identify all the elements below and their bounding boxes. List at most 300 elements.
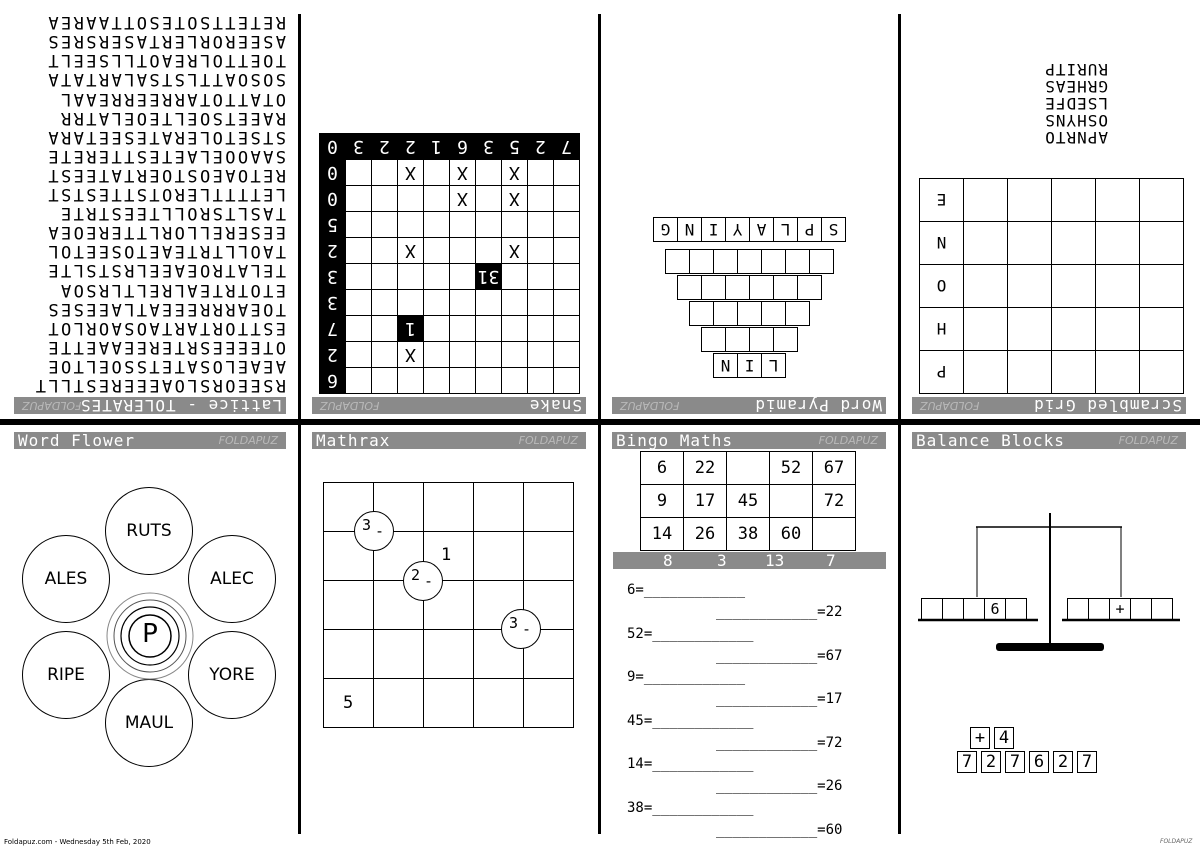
grid-row [320, 134, 580, 160]
equation-right [716, 822, 842, 838]
equation-left [627, 713, 753, 729]
snake-cell [476, 186, 502, 212]
number-tiles [957, 751, 1097, 773]
lattice-row: RAEETSOELTEOELATRR [58, 107, 286, 128]
footer-text: Foldapuz.com - Wednesday 5th Feb, 2020 [4, 838, 151, 846]
grid-row [320, 186, 580, 212]
pyramid-cell [785, 301, 810, 326]
snake-cell [528, 160, 554, 186]
snake-cell [398, 212, 424, 238]
section-title: Snake [528, 396, 582, 415]
scrambled-cell [1008, 265, 1052, 308]
scrambled-cell [964, 222, 1008, 265]
lattice-panel [14, 14, 286, 414]
lattice-row: RETETTSOTESOTTAAREA [45, 12, 286, 33]
grid-row [320, 238, 580, 264]
word-pyramid-panel [612, 14, 886, 414]
block-cell [1130, 598, 1152, 620]
pyramid-cell [725, 275, 750, 300]
pyramid-cell [677, 275, 702, 300]
circle-number: 3 [509, 614, 519, 632]
scrambled-word: APNRTO [1044, 128, 1108, 147]
snake-cell [424, 160, 450, 186]
snake-cell: X [398, 160, 424, 186]
petal: YORE [188, 631, 276, 719]
scrambled-cell [1096, 179, 1140, 222]
equation-value: 38= [627, 799, 653, 816]
grid-row [641, 485, 856, 518]
grid-row [920, 265, 1184, 308]
answer-blank: ____________ [652, 625, 754, 642]
pyramid-cell [713, 301, 738, 326]
snake-cell [398, 290, 424, 316]
scrambled-cell [1008, 308, 1052, 351]
snake-cell [450, 342, 476, 368]
snake-cell [424, 186, 450, 212]
bingo-cell: 26 [684, 518, 727, 551]
footer-logo: FOLDAPUZ [1160, 838, 1193, 845]
snake-cell: X [398, 342, 424, 368]
pyramid-cell [701, 327, 726, 352]
snake-cell [346, 160, 372, 186]
pyramid-cell: A [749, 217, 774, 242]
lattice-row: TELATROEAEELRSTSLTE [45, 260, 286, 281]
bingo-cell [813, 518, 856, 551]
snake-cell [372, 238, 398, 264]
grid-row [920, 222, 1184, 265]
pyramid-cell [737, 249, 762, 274]
equation-value: 52= [627, 625, 653, 642]
scrambled-cell [964, 308, 1008, 351]
grid-row [920, 351, 1184, 394]
grid-row [320, 342, 580, 368]
snake-cell: X [502, 186, 528, 212]
section-bar [312, 432, 586, 449]
block-cell [1088, 598, 1110, 620]
grid-row [641, 452, 856, 485]
snake-cell [424, 368, 450, 394]
snake-cell: 5 [502, 134, 528, 160]
snake-cell [450, 368, 476, 394]
snake-cell [476, 290, 502, 316]
pyramid-cell [809, 249, 834, 274]
brand-logo: FOLDAPUZ [620, 399, 680, 412]
pyramid-cell [773, 275, 798, 300]
snake-cell: X [502, 160, 528, 186]
pyramid-cell [797, 275, 822, 300]
answer-blank: ____________ [716, 691, 818, 707]
section-bar [912, 397, 1186, 414]
scrambled-cell [1140, 351, 1184, 394]
snake-cell [554, 342, 580, 368]
equation-value: 14= [627, 756, 653, 772]
scrambled-word: OSHYNS [1044, 111, 1108, 130]
pyramid-row [689, 301, 809, 326]
snake-cell [398, 264, 424, 290]
brand-logo: FOLDAPUZ [818, 434, 878, 447]
snake-cell: 2 [320, 342, 346, 368]
snake-cell: 1 [398, 316, 424, 342]
snake-cell [346, 186, 372, 212]
circle-operator: - [424, 572, 434, 590]
snake-cell [554, 160, 580, 186]
pyramid-cell [737, 301, 762, 326]
snake-cell [346, 316, 372, 342]
answer-blank: ____________ [716, 734, 818, 751]
lattice-row: OTEEEESRTEREEAAETTE [45, 336, 286, 357]
answer-blank: ____________ [643, 582, 746, 598]
mathrax-cell [524, 532, 574, 581]
lattice-grid [14, 12, 286, 394]
tile: 4 [994, 727, 1014, 749]
mathrax-clue: 5 [343, 693, 354, 713]
snake-cell [528, 290, 554, 316]
pyramid-cell [785, 249, 810, 274]
petal: MAUL [105, 679, 193, 767]
equation-value: =67 [817, 647, 843, 664]
scrambled-cell [1096, 222, 1140, 265]
snake-cell [502, 290, 528, 316]
grid-row [641, 518, 856, 551]
block-cell: + [1109, 598, 1131, 620]
snake-cell [424, 342, 450, 368]
scrambled-cell [1096, 351, 1140, 394]
petal: ALES [22, 535, 110, 623]
scrambled-cell: P [920, 351, 964, 394]
lattice-row: TAOLLTRTEAETOSEETOL [45, 241, 286, 262]
grid-row [320, 290, 580, 316]
bingo-cell [727, 452, 770, 485]
equation-right [716, 648, 842, 664]
equation-left [627, 582, 745, 598]
mathrax-cell [424, 483, 474, 532]
lattice-row: SAAOOELAETESTTERETE [45, 145, 286, 166]
snake-cell [476, 316, 502, 342]
scrambled-cell [1096, 265, 1140, 308]
pyramid-cell [665, 249, 690, 274]
bingo-cell: 17 [684, 485, 727, 518]
snake-cell [372, 342, 398, 368]
snake-cell [372, 160, 398, 186]
fold-line [0, 419, 1200, 425]
snake-cell [424, 212, 450, 238]
bingo-number: 3 [717, 551, 727, 570]
scrambled-cell [1140, 308, 1184, 351]
lattice-row: ASEERORLERTASERSRES [45, 31, 286, 52]
equation-right [716, 691, 842, 707]
bingo-cell: 72 [813, 485, 856, 518]
pyramid-cell [725, 327, 750, 352]
snake-cell: X [450, 160, 476, 186]
snake-cell [450, 316, 476, 342]
section-title: Word Pyramid [754, 396, 882, 415]
snake-cell [476, 342, 502, 368]
balance-scale [912, 505, 1186, 655]
equation-value: 45= [627, 712, 653, 729]
equation-value: =22 [817, 604, 843, 620]
equation-value: 6= [627, 582, 644, 598]
grid-row [920, 179, 1184, 222]
bingo-cell: 67 [813, 452, 856, 485]
snake-cell [476, 212, 502, 238]
pyramid-row [701, 327, 797, 352]
bingo-cell: 6 [641, 452, 684, 485]
circle-number: 3 [362, 516, 372, 534]
snake-cell: 2 [372, 134, 398, 160]
snake-cell [502, 316, 528, 342]
bingo-cell: 52 [770, 452, 813, 485]
tile: 7 [957, 751, 977, 773]
bingo-numbers-bar [613, 552, 886, 569]
snake-cell: X [398, 238, 424, 264]
pyramid-row [665, 249, 833, 274]
bingo-cell: 38 [727, 518, 770, 551]
snake-cell [554, 238, 580, 264]
snake-cell [346, 238, 372, 264]
snake-cell [554, 186, 580, 212]
equation-left [627, 626, 753, 642]
equation-left [627, 800, 753, 816]
equation-value: =17 [817, 691, 843, 707]
tile: + [970, 727, 990, 749]
pyramid-cell [761, 249, 786, 274]
snake-cell [346, 264, 372, 290]
mathrax-cell [474, 483, 524, 532]
brand-logo: FOLDAPUZ [320, 399, 380, 412]
block-cell: 6 [984, 598, 1006, 620]
scrambled-cell [1140, 265, 1184, 308]
snake-cell: 1 [424, 134, 450, 160]
snake-cell [424, 238, 450, 264]
pyramid-cell: N [677, 217, 702, 242]
snake-cell: 5 [320, 212, 346, 238]
snake-cell: 2 [528, 134, 554, 160]
pyramid-cell: L [761, 353, 786, 378]
pyramid-cell: G [653, 217, 678, 242]
mathrax-cell [374, 679, 424, 728]
snake-grid [319, 133, 580, 394]
snake-cell [424, 290, 450, 316]
grid-row [920, 308, 1184, 351]
snake-cell [554, 212, 580, 238]
snake-cell [528, 368, 554, 394]
bingo-number: 8 [663, 551, 673, 570]
block-cell [942, 598, 964, 620]
mathrax-circle [354, 511, 394, 551]
snake-cell [528, 342, 554, 368]
snake-cell [528, 238, 554, 264]
snake-cell: X [450, 186, 476, 212]
answer-blank: ____________ [716, 778, 818, 794]
snake-cell [554, 368, 580, 394]
snake-cell [424, 316, 450, 342]
scrambled-cell [964, 351, 1008, 394]
tile: 2 [1053, 751, 1073, 773]
snake-cell [502, 212, 528, 238]
snake-cell [476, 160, 502, 186]
mathrax-circle [403, 561, 443, 601]
block-cell [1067, 598, 1089, 620]
snake-cell [398, 186, 424, 212]
lattice-row: RETOAEOSTOERTATEEST [45, 164, 286, 185]
snake-cell: 7 [554, 134, 580, 160]
section-title: Mathrax [316, 431, 391, 450]
scrambled-cell: H [920, 308, 964, 351]
brand-logo: FOLDAPUZ [1118, 434, 1178, 447]
grid-row [320, 316, 580, 342]
snake-cell [372, 368, 398, 394]
scrambled-cell: N [920, 222, 964, 265]
section-bar [14, 397, 286, 414]
answer-blank: ____________ [652, 799, 754, 816]
snake-cell [528, 186, 554, 212]
snake-cell [528, 212, 554, 238]
snake-cell: X [502, 238, 528, 264]
snake-cell: 7 [320, 316, 346, 342]
circle-operator: - [522, 620, 532, 638]
snake-cell [554, 316, 580, 342]
mathrax-cell [424, 679, 474, 728]
snake-cell [502, 264, 528, 290]
tile: 2 [981, 751, 1001, 773]
scrambled-cell [964, 179, 1008, 222]
pyramid-cell [749, 327, 774, 352]
lattice-row: SOSOATTLSTSALARTATA [45, 69, 286, 90]
bingo-number: 7 [826, 551, 836, 570]
snake-cell [528, 316, 554, 342]
scrambled-cell [1096, 308, 1140, 351]
snake-cell [372, 290, 398, 316]
snake-cell [528, 264, 554, 290]
equation-right [716, 735, 842, 751]
snake-cell: 3 [346, 134, 372, 160]
bingo-cell: 9 [641, 485, 684, 518]
bingo-grid [640, 451, 856, 551]
snake-cell [476, 368, 502, 394]
scrambled-word: LSEDFE [1044, 94, 1108, 113]
operator-tiles [970, 727, 1014, 749]
snake-cell [502, 368, 528, 394]
lattice-row: TASLTSROLLTEESTRTE [58, 203, 286, 224]
scrambled-words [1044, 61, 1108, 146]
right-pan-blocks [1068, 598, 1173, 620]
scrambled-cell [964, 265, 1008, 308]
section-bar [312, 397, 586, 414]
scrambled-cell [1008, 351, 1052, 394]
brand-logo: FOLDAPUZ [920, 399, 980, 412]
tile: 7 [1005, 751, 1025, 773]
pyramid-cell: I [737, 353, 762, 378]
scrambled-cell [1140, 222, 1184, 265]
bingo-cell: 14 [641, 518, 684, 551]
snake-cell: 0 [320, 134, 346, 160]
pyramid-cell: P [797, 217, 822, 242]
pyramid-row [677, 275, 821, 300]
snake-cell [372, 212, 398, 238]
scrambled-grid [919, 178, 1184, 394]
equation-value: =26 [817, 778, 843, 794]
pyramid-cell [761, 301, 786, 326]
snake-cell: 31 [476, 264, 502, 290]
section-title: Bingo Maths [616, 431, 733, 450]
lattice-row: ESTTORTARTAOSAORLOT [45, 317, 286, 338]
snake-cell [450, 264, 476, 290]
circle-operator: - [375, 522, 385, 540]
snake-cell [476, 238, 502, 264]
brand-logo: FOLDAPUZ [22, 399, 82, 412]
lattice-row: RSEEORSLOAEEERESTLLT [33, 375, 286, 395]
lattice-row: LETTTTLEROTSTTESTST [45, 184, 286, 205]
snake-cell [346, 342, 372, 368]
mathrax-cell [474, 679, 524, 728]
snake-cell [450, 238, 476, 264]
brand-logo: FOLDAPUZ [218, 434, 278, 447]
grid-row [324, 679, 574, 728]
scrambled-cell [1052, 308, 1096, 351]
answer-blank: ____________ [643, 669, 746, 685]
section-title: Balance Blocks [916, 431, 1065, 450]
section-title: Word Flower [18, 431, 135, 450]
scrambled-cell [1052, 222, 1096, 265]
grid-row [320, 264, 580, 290]
mathrax-cell [474, 532, 524, 581]
scrambled-cell: E [920, 179, 964, 222]
block-cell [1151, 598, 1173, 620]
scrambled-cell [1052, 351, 1096, 394]
snake-cell [346, 290, 372, 316]
snake-cell [372, 264, 398, 290]
brand-logo: FOLDAPUZ [518, 434, 578, 447]
snake-cell [346, 368, 372, 394]
grid-row [320, 160, 580, 186]
pyramid-cell [689, 301, 714, 326]
circle-number: 2 [411, 566, 421, 584]
snake-cell [398, 368, 424, 394]
pyramid-cell: S [821, 217, 846, 242]
bingo-cell [770, 485, 813, 518]
section-title: Scrambled Grid [1033, 396, 1182, 415]
section-title: Lattice - TOLERATES [79, 396, 282, 415]
pyramid-cell [689, 249, 714, 274]
tile: 7 [1077, 751, 1097, 773]
bingo-number: 13 [765, 551, 785, 570]
mathrax-circle [501, 609, 541, 649]
pyramid-cell [773, 327, 798, 352]
bingo-cell: 60 [770, 518, 813, 551]
petal: ALEC [188, 535, 276, 623]
mathrax-cell [324, 630, 374, 679]
section-bar [912, 432, 1186, 449]
snake-cell [372, 316, 398, 342]
pyramid-cell [749, 275, 774, 300]
snake-cell: 2 [398, 134, 424, 160]
snake-cell: 3 [320, 264, 346, 290]
equation-value: 9= [627, 669, 644, 685]
mathrax-cell [324, 581, 374, 630]
answer-blank: ____________ [652, 756, 754, 772]
bingo-cell: 45 [727, 485, 770, 518]
pyramid-row [653, 217, 845, 242]
mathrax-clue: 1 [441, 545, 452, 565]
flower-center-letter: P [142, 619, 158, 649]
snake-cell [450, 290, 476, 316]
block-cell [963, 598, 985, 620]
snake-cell [424, 264, 450, 290]
snake-cell: 2 [320, 238, 346, 264]
grid-row [320, 368, 580, 394]
scrambled-cell [1052, 179, 1096, 222]
snake-cell: 3 [320, 290, 346, 316]
